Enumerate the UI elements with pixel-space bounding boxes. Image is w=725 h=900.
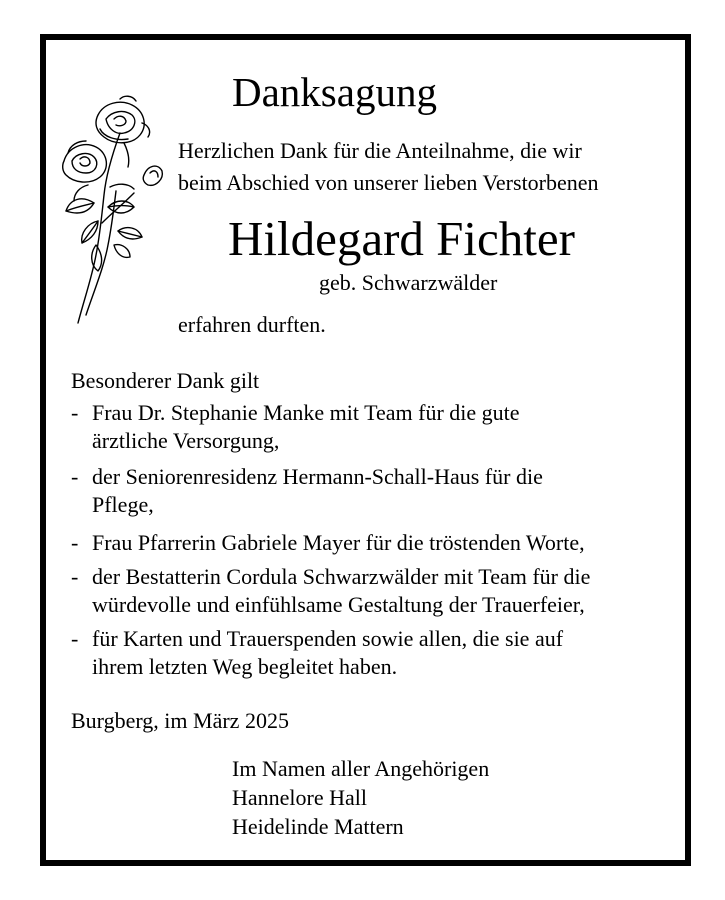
signature-intro: Im Namen aller Angehörigen	[232, 756, 490, 781]
thanks-heading: Besonderer Dank gilt	[71, 368, 260, 393]
list-item-line-1: der Bestatterin Cordula Schwarzwälder mit Team für die	[92, 564, 591, 589]
notice-title: Danksagung	[232, 69, 437, 115]
place-date: Burgberg, im März 2025	[71, 708, 289, 733]
list-item-line-1: für Karten und Trauerspenden sowie allen, die sie auf	[92, 626, 564, 651]
list-dash: -	[71, 530, 79, 555]
list-item-line-1: Frau Dr. Stephanie Manke mit Team für die gute	[92, 400, 520, 425]
signatory-name: Hannelore Hall	[232, 785, 367, 810]
list-item-line-2: Pflege,	[92, 492, 154, 517]
list-dash: -	[71, 564, 79, 589]
signatory-name: Heidelinde Mattern	[232, 814, 404, 839]
list-item-line-1: der Seniorenresidenz Hermann-Schall-Haus für die	[92, 464, 543, 489]
list-item-line-1: Frau Pfarrerin Gabriele Mayer für die tröstenden Worte,	[92, 530, 585, 555]
intro-end: erfahren durften.	[178, 312, 326, 337]
list-dash: -	[71, 464, 79, 489]
intro-line-2: beim Abschied von unserer lieben Verstorbenen	[178, 170, 599, 195]
list-item-line-2: ihrem letzten Weg begleitet haben.	[92, 654, 398, 679]
list-dash: -	[71, 400, 79, 425]
birth-name: geb. Schwarzwälder	[319, 270, 498, 295]
intro-line-1: Herzlichen Dank für die Anteilnahme, die wir	[178, 138, 582, 163]
list-dash: -	[71, 626, 79, 651]
rose-illustration-icon	[58, 95, 168, 330]
list-item-line-2: ärztliche Versorgung,	[92, 428, 280, 453]
deceased-name: Hildegard Fichter	[228, 211, 575, 266]
list-item-line-2: würdevolle und einfühlsame Gestaltung der Trauerfeier,	[92, 592, 585, 617]
